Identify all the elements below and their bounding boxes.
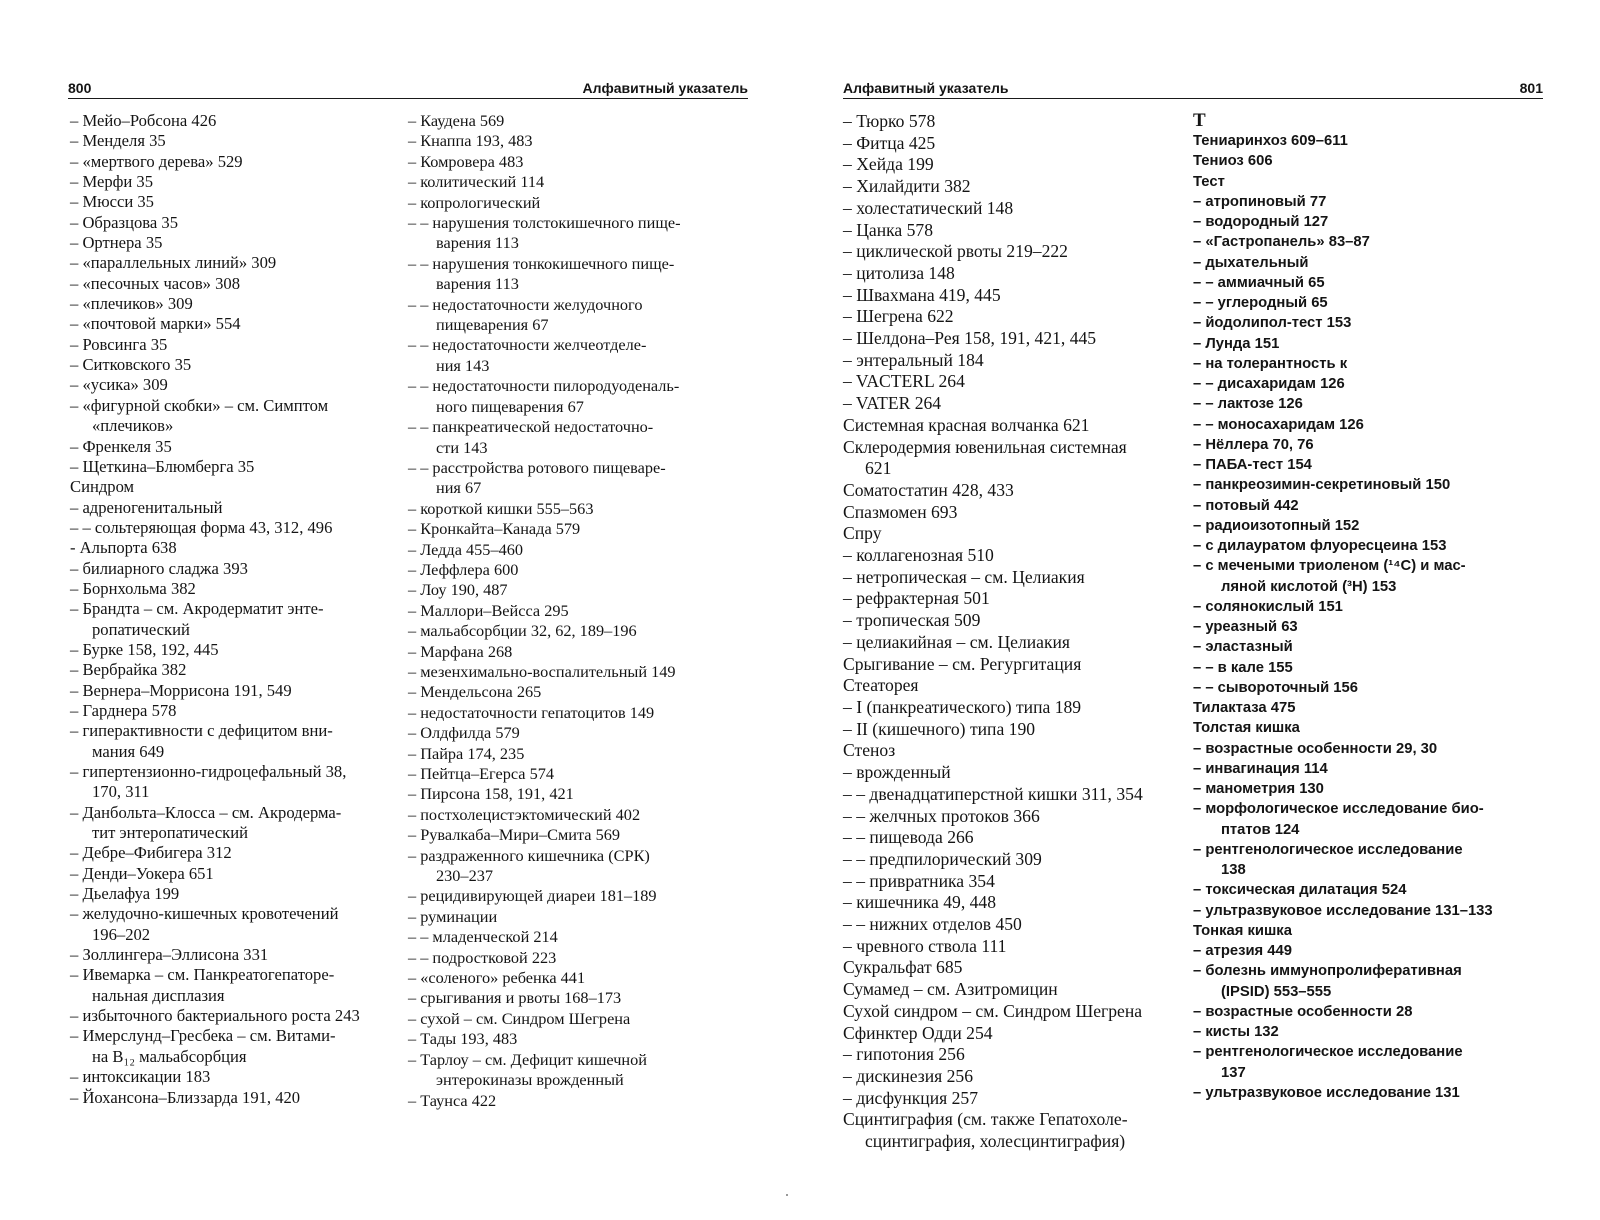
- index-entry: – Маллори–Вейсса 295: [408, 600, 569, 620]
- gutter-mark: [786, 1194, 788, 1196]
- index-entry: – рентгенологическое исследование: [1193, 1044, 1463, 1061]
- index-entry: – Шегрена 622: [843, 306, 954, 327]
- index-entry: Сукральфат 685: [843, 957, 963, 978]
- index-entry: – раздраженного кишечника (СРК): [408, 845, 650, 865]
- index-entry: – – нижних отделов 450: [843, 914, 1022, 935]
- index-entry: – колитический 114: [408, 172, 545, 192]
- index-entry: – Тарлоу – см. Дефицит кишечной: [408, 1049, 647, 1069]
- index-entry: – энтеральный 184: [843, 349, 984, 370]
- index-entry: – Френкеля 35: [70, 436, 172, 456]
- index-entry: – с мечеными триоленом (¹⁴C) и мас-: [1193, 558, 1466, 575]
- index-entry: Срыгивание – см. Регургитация: [843, 653, 1082, 674]
- index-entry: 137: [1221, 1064, 1246, 1081]
- index-entry: – атрезия 449: [1193, 943, 1292, 959]
- index-entry: сти 143: [436, 437, 488, 457]
- index-entry: – Имерслунд–Гресбека – см. Витами-: [70, 1026, 336, 1046]
- index-entry: мания 649: [92, 741, 165, 761]
- index-entry: ния 143: [436, 355, 490, 375]
- index-entry: – Фитца 425: [843, 132, 936, 153]
- index-entry: – дискинезия 256: [843, 1065, 974, 1086]
- index-entry: – нетропическая – см. Целиакия: [843, 566, 1085, 587]
- index-entry: – ультразвуковое исследование 131: [1193, 1084, 1460, 1101]
- index-entry: – желудочно-кишечных кровотечений: [70, 904, 339, 924]
- index-entry: – копрологический: [408, 192, 541, 212]
- index-entry: 230–237: [436, 866, 493, 886]
- index-entry: – Лунда 151: [1193, 335, 1280, 352]
- index-entry: – гиперактивности с дефицитом вни-: [70, 721, 333, 741]
- index-entry: Сухой синдром – см. Синдром Шегрена: [843, 1000, 1143, 1021]
- index-entry: – кисты 132: [1193, 1024, 1279, 1040]
- index-entry: – Ортнера 35: [70, 233, 163, 253]
- running-title: Алфавитный указатель: [582, 80, 748, 96]
- index-entry: «плечиков»: [92, 416, 174, 436]
- index-entry: ния 67: [436, 478, 482, 498]
- index-entry: Спру: [843, 523, 882, 544]
- index-entry: – интоксикации 183: [70, 1067, 211, 1087]
- index-entry: – Ровсинга 35: [70, 334, 168, 354]
- index-column: [1193, 111, 1538, 1103]
- index-entry: – возрастные особенности 29, 30: [1193, 740, 1438, 757]
- index-entry: – ПАБА-тест 154: [1193, 457, 1312, 473]
- index-entry: – – предпилорический 309: [843, 848, 1042, 869]
- index-entry: – руминации: [408, 906, 498, 926]
- index-entry: – Комровера 483: [408, 151, 524, 171]
- index-entry: – постхолецистэктомический 402: [408, 804, 641, 824]
- index-entry: – целиакийная – см. Целиакия: [843, 631, 1071, 652]
- index-entry: – – дисахаридам 126: [1193, 376, 1345, 392]
- index-entry: Системная красная волчанка 621: [843, 414, 1090, 435]
- index-entry: – – панкреатической недостаточно-: [408, 417, 654, 437]
- index-entry: – Тады 193, 483: [408, 1029, 518, 1049]
- index-entry: ного пищеварения 67: [436, 396, 584, 416]
- index-entry: – коллагенозная 510: [843, 545, 994, 566]
- index-entry: – Бурке 158, 192, 445: [70, 639, 219, 659]
- index-entry: варения 113: [436, 233, 519, 253]
- index-entry: – – желчных протоков 366: [843, 805, 1040, 826]
- index-entry: – – недостаточности желчеотделе-: [408, 335, 647, 355]
- index-entry: – «фигурной скобки» – см. Симптом: [70, 395, 329, 415]
- index-letter-heading: Т: [1193, 110, 1206, 131]
- index-entry: – Каудена 569: [408, 111, 505, 130]
- index-entry: – возрастные особенности 28: [1193, 1003, 1413, 1020]
- index-entry: – «песочных часов» 308: [70, 273, 240, 293]
- index-entry: – Щеткина–Блюмберга 35: [70, 456, 255, 476]
- index-entry: – тропическая 509: [843, 610, 981, 631]
- index-column: [843, 111, 1183, 1153]
- index-entry: – «мертвого дерева» 529: [70, 151, 243, 171]
- index-entry: – короткой кишки 555–563: [408, 498, 594, 518]
- right-page: [843, 78, 1543, 1152]
- index-entry: – морфологическое исследование био-: [1193, 801, 1484, 818]
- index-entry: ропатический: [92, 619, 190, 639]
- index-entry: – – углеродный 65: [1193, 295, 1328, 311]
- index-entry: – – сольтеряющая форма 43, 312, 496: [70, 517, 333, 537]
- left-page: [68, 78, 748, 1110]
- index-column: [70, 111, 400, 1108]
- page-header: [843, 78, 1543, 99]
- index-entry: – чревного ствола 111: [843, 935, 1007, 956]
- page-number: 800: [68, 80, 92, 96]
- index-entry: – Цанка 578: [843, 219, 934, 240]
- index-entry: – рецидивирующей диареи 181–189: [408, 886, 657, 906]
- index-entry: – Швахмана 419, 445: [843, 284, 1001, 305]
- index-entry: ляной кислотой (³H) 153: [1221, 578, 1397, 595]
- index-entry: – манометрия 130: [1193, 781, 1324, 797]
- index-entry: – Мейо–Робсона 426: [70, 111, 217, 130]
- index-entry: Синдром: [70, 477, 135, 497]
- index-entry: – – сывороточный 156: [1193, 679, 1358, 696]
- index-entry: – гипотония 256: [843, 1044, 965, 1065]
- index-entry: Тениаринхоз 609–611: [1193, 133, 1348, 149]
- index-entry: – Рувалкаба–Мири–Смита 569: [408, 825, 621, 845]
- index-entry: – Дебре–Фибигера 312: [70, 843, 232, 863]
- index-entry: – Шелдона–Рея 158, 191, 421, 445: [843, 328, 1097, 349]
- index-entry: – «соленого» ребенка 441: [408, 968, 586, 988]
- index-entry: Сфинктер Одди 254: [843, 1022, 993, 1043]
- index-entry: Толстая кишка: [1193, 720, 1300, 737]
- index-entry: – VATER 264: [843, 393, 942, 414]
- index-entry: – ультразвуковое исследование 131–133: [1193, 902, 1493, 919]
- index-entry: энтерокиназы врожденный: [436, 1070, 624, 1090]
- index-entry: – – лактозе 126: [1193, 396, 1303, 413]
- index-entry: – мезенхимально-воспалительный 149: [408, 661, 676, 681]
- index-entry: Склеродермия ювенильная системная: [843, 436, 1127, 457]
- index-entry: – Нёллера 70, 76: [1193, 436, 1314, 453]
- index-entry: – Денди–Уокера 651: [70, 863, 214, 883]
- index-entry: – Ивемарка – см. Панкреатогепаторе-: [70, 965, 335, 985]
- index-entry: – Менделя 35: [70, 131, 166, 151]
- index-entry: тит энтеропатический: [92, 823, 249, 843]
- index-entry: Тилактаза 475: [1193, 700, 1296, 716]
- index-entry: – Таунса 422: [408, 1090, 497, 1110]
- index-entry: – – двенадцатиперстной кишки 311, 354: [843, 783, 1143, 804]
- index-entry: – Кнаппа 193, 483: [408, 131, 533, 151]
- index-entry: – Золлингера–Эллисона 331: [70, 945, 269, 965]
- index-entry: – Мюсси 35: [70, 192, 154, 212]
- index-entry: – избыточного бактериального роста 243: [70, 1006, 360, 1026]
- index-entry: – адреногенитальный: [70, 497, 223, 517]
- index-entry: – уреазный 63: [1193, 619, 1298, 635]
- index-entry: – билиарного сладжа 393: [70, 558, 248, 578]
- index-entry: – Вернера–Моррисона 191, 549: [70, 680, 292, 700]
- index-entry: – холестатический 148: [843, 197, 1014, 218]
- index-entry: – Пирсона 158, 191, 421: [408, 784, 574, 804]
- index-entry: – водородный 127: [1193, 214, 1329, 230]
- index-entry: – – нарушения толстокишечного пище-: [408, 213, 681, 233]
- index-entry: – мальабсорбции 32, 62, 189–196: [408, 621, 637, 641]
- index-entry: – с дилауратом флуоресцеина 153: [1193, 538, 1447, 554]
- index-entry: Сцинтиграфия (см. также Гепатохоле-: [843, 1109, 1128, 1130]
- index-entry: – I (панкреатического) типа 189: [843, 696, 1082, 717]
- index-entry: – II (кишечного) типа 190: [843, 718, 1036, 739]
- index-entry: – недостаточности гепатоцитов 149: [408, 702, 655, 722]
- page-number: 801: [1519, 80, 1543, 96]
- index-entry: – Данбольта–Клосса – см. Акродерма-: [70, 802, 342, 822]
- index-entry: – Ледда 455–460: [408, 539, 524, 559]
- index-entry: – Хейда 199: [843, 154, 934, 175]
- index-entry: – рефрактерная 501: [843, 588, 990, 609]
- index-entry: – врожденный: [843, 762, 951, 783]
- index-entry: – токсическая дилатация 524: [1193, 882, 1407, 899]
- index-entry: – – подростковой 223: [408, 947, 557, 967]
- index-entry: – Ситковского 35: [70, 355, 192, 375]
- index-column: [408, 111, 753, 1111]
- index-entry: – Леффлера 600: [408, 559, 519, 579]
- index-entry: – Марфана 268: [408, 641, 513, 661]
- index-entry: – – расстройства ротового пищеваре-: [408, 457, 666, 477]
- index-entry: – Брандта – см. Акродерматит энте-: [70, 599, 324, 619]
- index-entry: 170, 311: [92, 782, 150, 802]
- running-title: Алфавитный указатель: [843, 80, 1009, 96]
- index-entry: 138: [1221, 862, 1246, 878]
- index-entry: – VACTERL 264: [843, 371, 965, 392]
- index-entry: Соматостатин 428, 433: [843, 479, 1014, 500]
- index-entry: – «плечиков» 309: [70, 294, 193, 314]
- index-entry: – – младенческой 214: [408, 927, 558, 947]
- index-entry: – йодолипол-тест 153: [1193, 315, 1352, 332]
- index-entry: – эластазный: [1193, 639, 1293, 656]
- index-entry: – – нарушения тонкокишечного пище-: [408, 253, 675, 273]
- index-entry: сцинтиграфия, холесцинтиграфия): [865, 1131, 1126, 1152]
- index-entry: – – привратника 354: [843, 870, 995, 891]
- index-entry: – «Гастропанель» 83–87: [1193, 234, 1370, 251]
- index-entry: 196–202: [92, 924, 151, 944]
- index-entry: – – моносахаридам 126: [1193, 416, 1364, 433]
- index-entry: – Олдфилда 579: [408, 723, 520, 743]
- index-entry: – «усика» 309: [70, 375, 168, 395]
- index-entry: – Тюрко 578: [843, 111, 936, 131]
- index-entry: – Лоу 190, 487: [408, 580, 508, 600]
- index-entry: – – в кале 155: [1193, 659, 1293, 676]
- index-entry: – Йохансона–Близзарда 191, 420: [70, 1087, 301, 1107]
- index-entry: – дыхательный: [1193, 254, 1309, 271]
- index-entry: – радиоизотопный 152: [1193, 517, 1360, 534]
- index-entry: – Дьелафуа 199: [70, 884, 180, 904]
- index-entry: – «параллельных линий» 309: [70, 253, 277, 273]
- index-entry: – срыгивания и рвоты 168–173: [408, 988, 622, 1008]
- index-entry: нальная дисплазия: [92, 985, 225, 1005]
- index-entry: – Борнхольма 382: [70, 578, 196, 598]
- index-entry: – Хилайдити 382: [843, 176, 971, 197]
- index-entry: – гипертензионно-гидроцефальный 38,: [70, 762, 347, 781]
- index-entry: – циклической рвоты 219–222: [843, 241, 1068, 262]
- index-entry: – сухой – см. Синдром Шегрена: [408, 1008, 631, 1028]
- index-entry: – потовый 442: [1193, 497, 1299, 514]
- index-entry: – Пейтца–Егерса 574: [408, 764, 555, 783]
- index-entry: птатов 124: [1221, 821, 1300, 838]
- index-entry: – на толерантность к: [1193, 355, 1348, 372]
- index-entry: – кишечника 49, 448: [843, 892, 997, 913]
- index-entry: (IPSID) 553–555: [1221, 983, 1332, 1000]
- index-entry: Тонкая кишка: [1193, 922, 1292, 939]
- index-entry: Спазмомен 693: [843, 501, 958, 522]
- index-entry: – Пайра 174, 235: [408, 743, 525, 763]
- index-entry: – Образцова 35: [70, 212, 178, 232]
- index-entry: – Мендельсона 265: [408, 682, 542, 702]
- index-entry: – панкреозимин-секретиновый 150: [1193, 477, 1451, 494]
- index-entry: – болезнь иммунопролиферативная: [1193, 963, 1462, 980]
- index-entry: – «почтовой марки» 554: [70, 314, 241, 334]
- index-entry: – Гарднера 578: [70, 700, 177, 720]
- index-entry: - Альпорта 638: [70, 538, 177, 558]
- index-entry: – рентгенологическое исследование: [1193, 841, 1463, 858]
- index-entry: – – недостаточности пилородуоденаль-: [408, 376, 680, 396]
- index-entry: варения 113: [436, 274, 519, 294]
- index-entry: Сумамед – см. Азитромицин: [843, 979, 1058, 1000]
- index-entry: Тениоз 606: [1193, 153, 1273, 170]
- index-entry: – инвагинация 114: [1193, 760, 1328, 777]
- index-entry: Тест: [1193, 173, 1225, 190]
- index-entry: на B₁₂ мальабсорбция: [92, 1046, 247, 1066]
- index-entry: – атропиновый 77: [1193, 193, 1327, 210]
- page-header: [68, 78, 748, 99]
- index-entry: – Вербрайка 382: [70, 660, 187, 680]
- index-entry: – Мерфи 35: [70, 172, 154, 192]
- index-entry: – Кронкайта–Канада 579: [408, 519, 581, 539]
- index-entry: – – аммиачный 65: [1193, 274, 1325, 291]
- index-entry: – – недостаточности желудочного: [408, 294, 643, 314]
- index-entry: пищеварения 67: [436, 315, 549, 335]
- index-entry: 621: [865, 458, 892, 479]
- index-entry: – солянокислый 151: [1193, 598, 1343, 615]
- index-entry: – цитолиза 148: [843, 262, 955, 283]
- index-entry: Стеаторея: [843, 675, 919, 696]
- index-entry: – – пищевода 266: [843, 827, 974, 848]
- index-entry: – дисфункция 257: [843, 1087, 979, 1108]
- index-entry: Стеноз: [843, 740, 896, 761]
